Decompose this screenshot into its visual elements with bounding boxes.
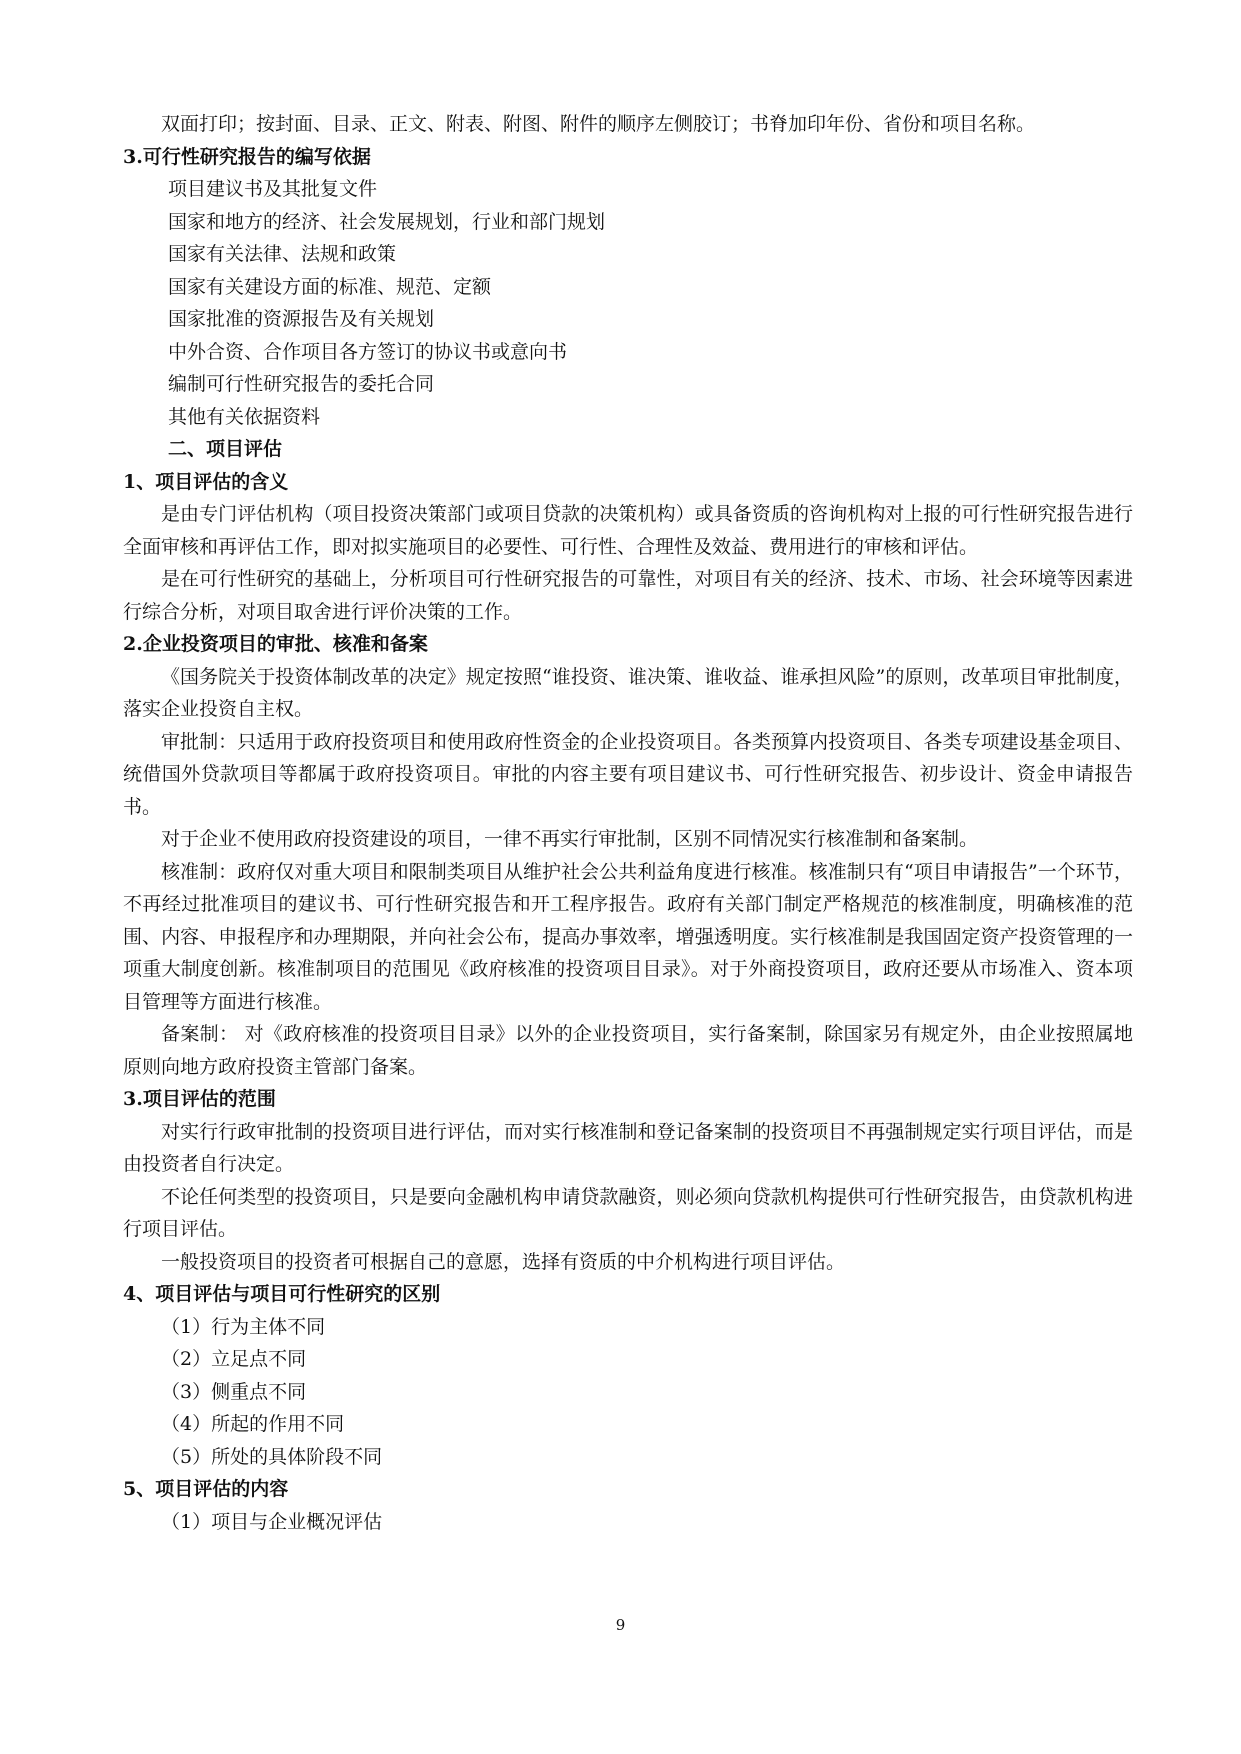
list-item: 国家有关法律、法规和政策 xyxy=(168,243,397,265)
list-item: 中外合资、合作项目各方签订的协议书或意向书 xyxy=(168,340,568,363)
paragraph: 对于企业不使用政府投资建设的项目，一律不再实行审批制，区别不同情况实行核准制和备案制。 xyxy=(161,828,979,850)
paragraph: 不论任何类型的投资项目，只是要向金融机构申请贷款融资，则必须向贷款机构提供可行性研究报告，由贷款机构进行项目评估。 xyxy=(123,1185,1133,1240)
chapter-heading: 二、项目评估 xyxy=(168,438,283,460)
paragraph: 一般投资项目的投资者可根据自己的意愿，选择有资质的中介机构进行项目评估。 xyxy=(161,1250,846,1273)
list-item: 其他有关依据资料 xyxy=(168,405,321,428)
numbered-list-item: （5）所处的具体阶段不同 xyxy=(161,1445,383,1468)
numbered-list-item: （3）侧重点不同 xyxy=(161,1380,307,1403)
numbered-list-item: （1）行为主体不同 xyxy=(161,1315,326,1338)
section-heading: 4、项目评估与项目可行性研究的区别 xyxy=(123,1283,441,1305)
numbered-list-item: （4）所起的作用不同 xyxy=(161,1413,345,1435)
paragraph: 《国务院关于投资体制改革的决定》规定按照“谁投资、谁决策、谁收益、谁承担风险”的原则，改革项目审批制度，落实企业投资自主权。 xyxy=(123,665,1133,720)
paragraph: 核准制：政府仅对重大项目和限制类项目从维护社会公共利益角度进行核准。核准制只有“项目申请报告”一个环节，不再经过批准项目的建议书、可行性研究报告和开工程序报告。政府有关部门制定严格规范的核准制度，明确核准的范围、内容、申报程序和办理期限，并向社会公布，提高办事效率，增强透明度。实行核准制是我国固定资产投资管理的一项重大制度创新。核准制项目的范围见《政府核准的投资项目目录》。对于外商投资项目，政府还要从市场准入、资本项目管理等方面进行核准。 xyxy=(123,860,1133,1013)
section-heading: 3.可行性研究报告的编写依据 xyxy=(123,145,371,168)
paragraph: 对实行行政审批制的投资项目进行评估，而对实行核准制和登记备案制的投资项目不再强制规定实行项目评估，而是由投资者自行决定。 xyxy=(123,1120,1133,1175)
paragraph: 审批制：只适用于政府投资项目和使用政府性资金的企业投资项目。各类预算内投资项目、各类专项建设基金项目、统借国外贷款项目等都属于政府投资项目。审批的内容主要有项目建议书、可行性研究报告、初步设计、资金申请报告书。 xyxy=(123,730,1133,818)
numbered-list-item: （2）立足点不同 xyxy=(161,1348,307,1370)
paragraph: 备案制： 对《政府核准的投资项目目录》以外的企业投资项目，实行备案制，除国家另有规定外，由企业按照属地原则向地方政府投资主管部门备案。 xyxy=(123,1023,1133,1078)
paragraph: 双面打印；按封面、目录、正文、附表、附图、附件的顺序左侧胶订；书脊加印年份、省份和项目名称。 xyxy=(161,113,1036,135)
numbered-list-item: （1）项目与企业概况评估 xyxy=(161,1510,383,1533)
page-number: 9 xyxy=(615,1616,626,1634)
list-item: 国家批准的资源报告及有关规划 xyxy=(168,308,435,330)
section-heading: 5、项目评估的内容 xyxy=(123,1478,289,1500)
paragraph: 是在可行性研究的基础上，分析项目可行性研究报告的可靠性，对项目有关的经济、技术、市场、社会环境等因素进行综合分析，对项目取舍进行评价决策的工作。 xyxy=(123,568,1133,623)
list-item: 编制可行性研究报告的委托合同 xyxy=(168,373,435,395)
section-heading: 3.项目评估的范围 xyxy=(123,1088,276,1110)
section-heading: 1、项目评估的含义 xyxy=(123,470,289,493)
section-heading: 2.企业投资项目的审批、核准和备案 xyxy=(123,633,428,655)
page-body xyxy=(123,108,1133,1538)
list-item: 国家和地方的经济、社会发展规划，行业和部门规划 xyxy=(168,210,606,233)
paragraph: 是由专门评估机构（项目投资决策部门或项目贷款的决策机构）或具备资质的咨询机构对上报的可行性研究报告进行全面审核和再评估工作，即对拟实施项目的必要性、可行性、合理性及效益、费用进行的审核和评估。 xyxy=(123,503,1133,558)
list-item: 项目建议书及其批复文件 xyxy=(168,178,378,200)
list-item: 国家有关建设方面的标准、规范、定额 xyxy=(168,275,492,298)
